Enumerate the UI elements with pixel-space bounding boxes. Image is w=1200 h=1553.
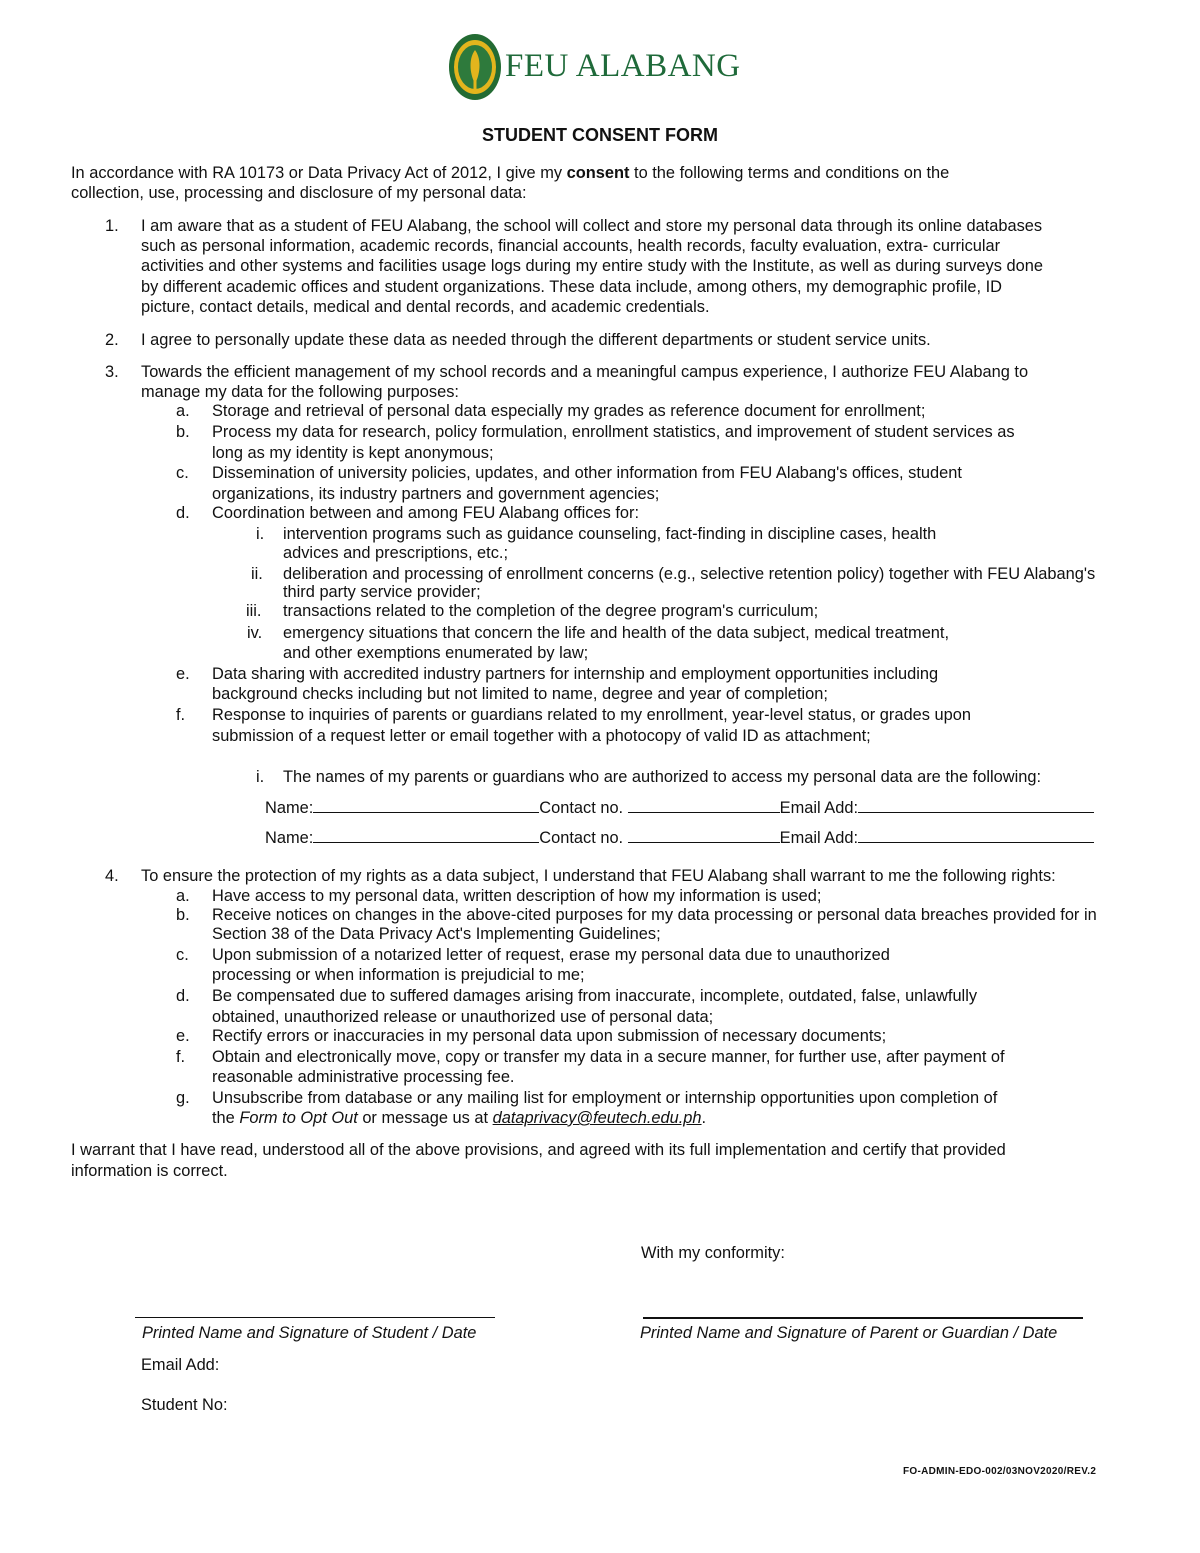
email-field-1[interactable]	[858, 796, 1094, 813]
item3-f-line: submission of a request letter or email together with a photocopy of valid ID as attachment;	[212, 727, 871, 745]
item3-c-line: Dissemination of university policies, updates, and other information from FEU Alabang's offices, student	[212, 464, 962, 482]
sub-roman: i.	[256, 525, 265, 543]
item4-g-line-2: the Form to Opt Out or message us at dataprivacy@feutech.edu.ph.	[212, 1109, 707, 1127]
item3-line: Towards the efficient management of my school records and a meaningful campus experience, I authorize FEU Alabang to	[141, 363, 1029, 381]
item3-b-line: Process my data for research, policy formulation, enrollment statistics, and improvement of student services as	[212, 423, 1015, 441]
item4-c-line: processing or when information is prejudicial to me;	[212, 966, 585, 984]
item3-d-iv-line: emergency situations that concern the life and health of the data subject, medical treatment,	[283, 624, 950, 642]
contact-label: Contact no.	[539, 799, 624, 817]
privacy-email-link[interactable]: dataprivacy@feutech.edu.ph	[492, 1109, 702, 1127]
parent-signature-caption: Printed Name and Signature of Parent or Guardian / Date	[640, 1324, 1058, 1342]
item3-line: manage my data for the following purposes:	[141, 383, 459, 401]
item3-a-line: Storage and retrieval of personal data especially my grades as reference document for enrollment;	[212, 402, 926, 420]
email-field-2[interactable]	[858, 826, 1094, 843]
item4-f-line: reasonable administrative processing fee.	[212, 1068, 515, 1086]
student-signature-line[interactable]	[135, 1317, 495, 1318]
form-code: FO-ADMIN-EDO-002/03NOV2020/REV.2	[903, 1466, 1097, 1477]
logo-wordmark: FEU ALABANG	[505, 48, 741, 84]
item1-line: picture, contact details, medical and dental records, and academic credentials.	[141, 298, 710, 316]
item3-e-line: background checks including but not limited to name, degree and year of completion;	[212, 685, 828, 703]
email-label: Email Add:	[779, 799, 859, 817]
closing-line: I warrant that I have read, understood all of the above provisions, and agreed with its full implementation and certify that provided	[71, 1141, 1006, 1159]
sub-letter: e.	[176, 665, 190, 683]
sub-letter: g.	[176, 1089, 190, 1107]
item4-a-line: Have access to my personal data, written description of how my information is used;	[212, 887, 822, 905]
item-number: 4.	[105, 867, 119, 885]
item3-d-ii-line: third party service provider;	[283, 583, 481, 601]
sub-roman: iv.	[247, 624, 263, 642]
sub-letter: a.	[176, 887, 190, 905]
item3-d-ii-line: deliberation and processing of enrollment concerns (e.g., selective retention policy) together with FEU Alabang's	[283, 565, 1096, 583]
name-label: Name:	[265, 829, 314, 847]
sub-letter: b.	[176, 423, 190, 441]
name-label: Name:	[265, 799, 314, 817]
sub-letter: f.	[176, 706, 186, 724]
item1-line: I am aware that as a student of FEU Alabang, the school will collect and store my personal data through its online databases	[141, 217, 1043, 235]
item3-d-i-line: advices and prescriptions, etc.;	[283, 544, 509, 562]
sub-roman: i.	[256, 768, 265, 786]
conformity-label: With my conformity:	[641, 1244, 785, 1262]
sub-letter: e.	[176, 1027, 190, 1045]
sub-letter: f.	[176, 1048, 186, 1066]
item4-f-line: Obtain and electronically move, copy or transfer my data in a secure manner, for further use, after payment of	[212, 1048, 1005, 1066]
item4-g-line: Unsubscribe from database or any mailing list for employment or internship opportunities upon completion of	[212, 1089, 998, 1107]
email-label: Email Add:	[779, 829, 859, 847]
feu-seal-icon	[447, 32, 503, 102]
parent-signature-line[interactable]	[643, 1317, 1083, 1319]
contact-field-1[interactable]	[628, 796, 780, 813]
student-number-label: Student No:	[141, 1396, 228, 1414]
sub-letter: b.	[176, 906, 190, 924]
intro-line-2: collection, use, processing and disclosure of my personal data:	[71, 184, 527, 202]
item4-b-line: Section 38 of the Data Privacy Act's Implementing Guidelines;	[212, 925, 661, 943]
item3-d-i-line: intervention programs such as guidance counseling, fact-finding in discipline cases, health	[283, 525, 937, 543]
sub-letter: d.	[176, 504, 190, 522]
student-email-label: Email Add:	[141, 1356, 220, 1374]
item3-d-line: Coordination between and among FEU Alabang offices for:	[212, 504, 640, 522]
item3-f-line: Response to inquiries of parents or guardians related to my enrollment, year-level status, or grades upon	[212, 706, 971, 724]
item1-line: by different academic offices and student organizations. These data include, among others, my demographic profile, ID	[141, 278, 1003, 296]
item4-b-line: Receive notices on changes in the above-cited purposes for my data processing or personal data breaches provided for in	[212, 906, 1097, 924]
item4-line: To ensure the protection of my rights as a data subject, I understand that FEU Alabang shall warrant to me the following rights:	[141, 867, 1056, 885]
name-field-1[interactable]	[313, 796, 539, 813]
closing-line: information is correct.	[71, 1162, 228, 1180]
sub-letter: c.	[176, 464, 189, 482]
guardian-intro: The names of my parents or guardians who are authorized to access my personal data are the following:	[283, 768, 1042, 786]
sub-roman: ii.	[251, 565, 263, 583]
item4-d-line: Be compensated due to suffered damages arising from inaccurate, incomplete, outdated, false, unlawfully	[212, 987, 978, 1005]
guardian-row-2	[265, 826, 1094, 848]
item4-c-line: Upon submission of a notarized letter of request, erase my personal data due to unauthorized	[212, 946, 890, 964]
item2-text: I agree to personally update these data as needed through the different departments or student service units.	[141, 331, 931, 349]
sub-roman: iii.	[246, 602, 262, 620]
student-signature-caption: Printed Name and Signature of Student / Date	[142, 1324, 477, 1342]
sub-letter: c.	[176, 946, 189, 964]
item-number: 1.	[105, 217, 119, 235]
opt-out-form-name: Form to Opt Out	[239, 1109, 358, 1127]
form-title: STUDENT CONSENT FORM	[482, 125, 718, 145]
contact-field-2[interactable]	[628, 826, 780, 843]
item3-e-line: Data sharing with accredited industry partners for internship and employment opportunities including	[212, 665, 939, 683]
guardian-row-1	[265, 796, 1094, 818]
sub-letter: d.	[176, 987, 190, 1005]
name-field-2[interactable]	[313, 826, 539, 843]
contact-label: Contact no.	[539, 829, 624, 847]
item-number: 3.	[105, 363, 119, 381]
item3-d-iii-line: transactions related to the completion of the degree program's curriculum;	[283, 602, 819, 620]
item1-line: activities and other systems and facilities usage logs during my entire study with the Institute, as well as during surveys done	[141, 257, 1043, 275]
item4-e-line: Rectify errors or inaccuracies in my personal data upon submission of necessary documents;	[212, 1027, 887, 1045]
sub-letter: a.	[176, 402, 190, 420]
item3-d-iv-line: and other exemptions enumerated by law;	[283, 644, 589, 662]
feu-alabang-logo	[447, 32, 757, 102]
item3-b-line: long as my identity is kept anonymous;	[212, 444, 494, 462]
item4-d-line: obtained, unauthorized release or unauthorized use of personal data;	[212, 1008, 714, 1026]
intro-line-1: In accordance with RA 10173 or Data Privacy Act of 2012, I give my consent to the following terms and conditions on the	[71, 164, 950, 182]
item3-c-line: organizations, its industry partners and government agencies;	[212, 485, 660, 503]
item1-line: such as personal information, academic records, financial accounts, health records, faculty evaluation, extra- curricular	[141, 237, 1001, 255]
item-number: 2.	[105, 331, 119, 349]
